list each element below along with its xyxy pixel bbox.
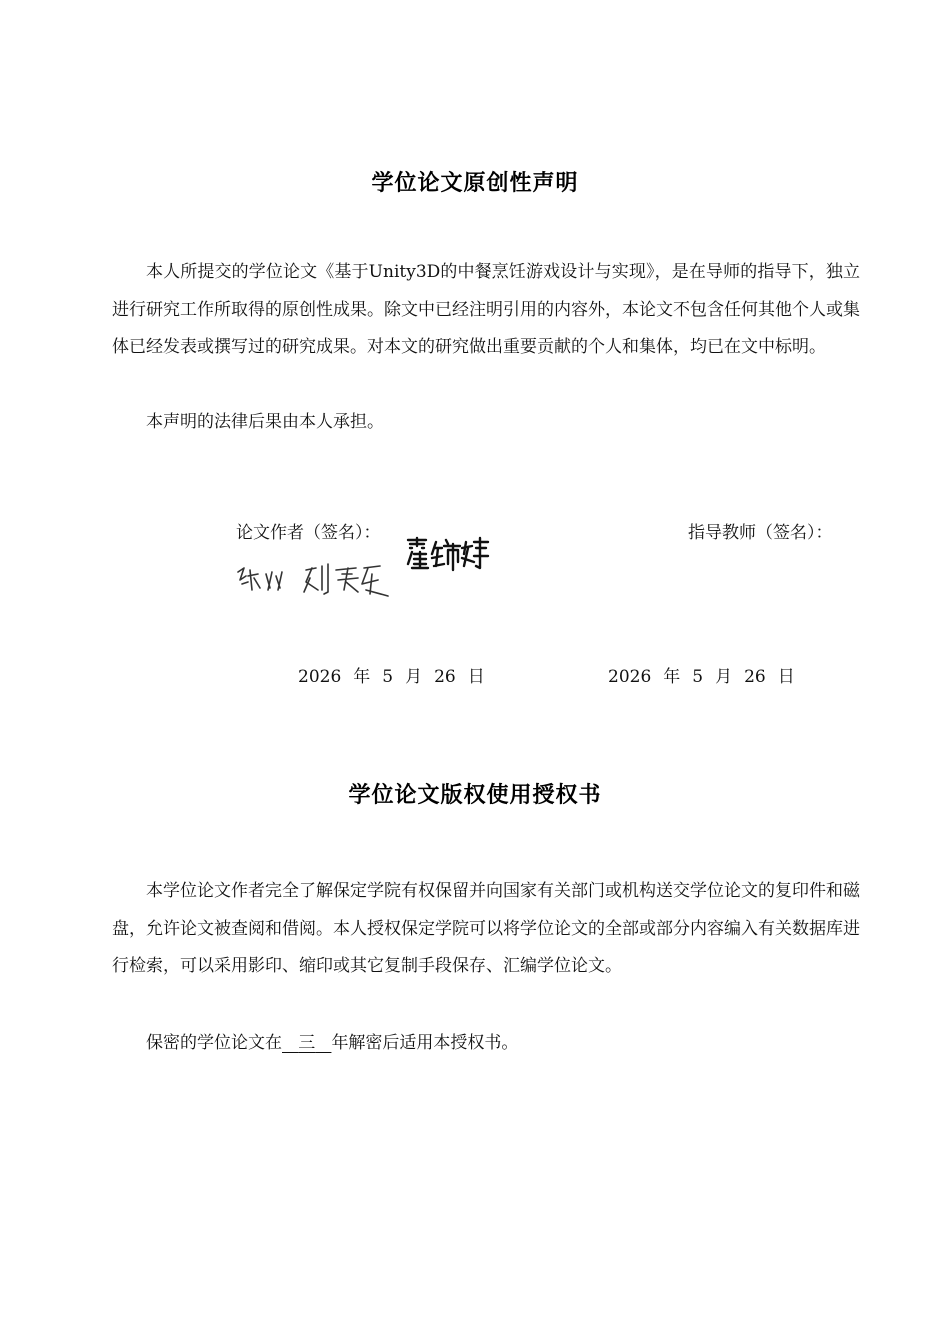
advisor-signature-label: 指导教师（签名）：	[688, 523, 833, 543]
originality-paragraph: 本人所提交的学位论文《基于Unity3D的中餐烹饪游戏设计与实现》，是在导师的指导下，独立进行研究工作所取得的原创性成果。除文中已经注明引用的内容外，本论文不包含任何其他个人或集体已经发表或撰写过的研究成果。对本文的研究做出重要贡献的个人和集体，均已在文中标明。	[112, 262, 860, 358]
advisor-date	[608, 662, 807, 687]
advisor-date-month: 5	[692, 667, 704, 687]
copyright-paragraph: 本学位论文作者完全了解保定学院有权保留并向国家有关部门或机构送交学位论文的复印件和磁盘，允许论文被查阅和借阅。本人授权保定学院可以将学位论文的全部或部分内容编入有关数据库进行检索，可以采用影印、缩印或其它复制手段保存、汇编学位论文。	[112, 881, 860, 977]
legal-note: 本声明的法律后果由本人承担。	[146, 412, 384, 432]
author-date-month: 5	[382, 667, 394, 687]
advisor-date-year: 2026	[608, 667, 652, 687]
advisor-date-day-unit: 日	[777, 667, 795, 687]
copyright-title: 学位论文版权使用授权书	[348, 783, 602, 808]
secrecy-suffix: 年解密后适用本授权书。	[331, 1033, 519, 1053]
secrecy-prefix: 保密的学位论文在	[146, 1033, 282, 1053]
author-signature-label: 论文作者（签名）：	[236, 523, 381, 543]
author-date-day: 26	[434, 667, 456, 687]
author-handwritten-signature	[232, 560, 392, 602]
author-date-year-unit: 年	[353, 667, 371, 687]
advisor-date-day: 26	[744, 667, 766, 687]
author-date-month-unit: 月	[405, 667, 423, 687]
author-date-day-unit: 日	[467, 667, 485, 687]
advisor-date-year-unit: 年	[663, 667, 681, 687]
author-date-year: 2026	[298, 667, 342, 687]
secrecy-line	[146, 1028, 518, 1053]
advisor-date-month-unit: 月	[715, 667, 733, 687]
advisor-handwritten-signature	[404, 534, 490, 576]
secrecy-years-blank	[282, 1033, 331, 1053]
author-date	[298, 662, 497, 687]
secrecy-years: 三	[298, 1033, 316, 1053]
originality-title: 学位论文原创性声明	[371, 171, 579, 196]
